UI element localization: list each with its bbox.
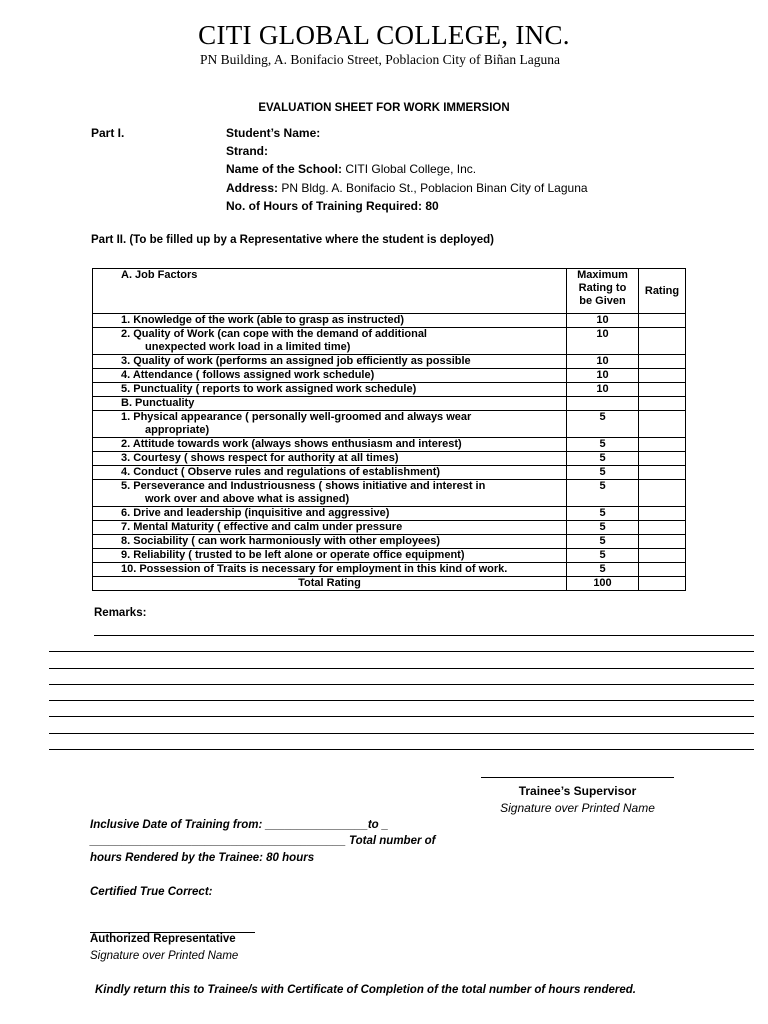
rating-cell[interactable] xyxy=(639,328,686,355)
table-row xyxy=(93,563,686,577)
supervisor-title: Trainee’s Supervisor xyxy=(518,784,637,798)
remarks-line[interactable] xyxy=(49,749,754,750)
job-factor-text: B. Punctuality xyxy=(121,397,195,409)
job-factor-cell xyxy=(93,397,567,411)
max-rating-header xyxy=(567,269,639,314)
job-factor-text: 2. Attitude towards work (always shows enthusiasm and interest) xyxy=(121,438,462,450)
max-rating-cell: 5 xyxy=(567,521,639,535)
job-factor-text: 7. Mental Maturity ( effective and calm under pressure xyxy=(121,521,403,533)
max-rating-cell: 5 xyxy=(567,563,639,577)
max-rating-cell: 5 xyxy=(567,549,639,563)
max-rating-cell: 5 xyxy=(567,411,639,438)
max-rating-cell: 10 xyxy=(567,369,639,383)
job-factor-text: 5. Perseverance and Industriousness ( shows initiative and interest in xyxy=(121,480,486,492)
job-factor-text: 5. Punctuality ( reports to work assigned work schedule) xyxy=(121,383,417,395)
table-row xyxy=(93,480,686,507)
job-factor-continuation: work over and above what is assigned) xyxy=(145,493,350,505)
table-row xyxy=(93,328,686,355)
part2-label: Part II. (To be filled up by a Representative where the student is deployed) xyxy=(91,234,495,246)
table-row xyxy=(93,521,686,535)
table-row xyxy=(93,314,686,328)
college-name: CITI GLOBAL COLLEGE, INC. xyxy=(198,20,570,50)
school-value: CITI Global College, Inc. xyxy=(345,162,477,176)
job-factor-text: 10. Possession of Traits is necessary for employment in this kind of work. xyxy=(121,563,508,575)
rating-cell[interactable] xyxy=(639,438,686,452)
job-factors-header: A. Job Factors xyxy=(93,269,567,314)
table-row xyxy=(93,411,686,438)
college-address: PN Building, A. Bonifacio Street, Poblacion City of Biñan Laguna xyxy=(200,52,560,67)
table-row xyxy=(93,438,686,452)
job-factor-cell xyxy=(93,383,567,397)
remarks-line[interactable] xyxy=(49,668,754,669)
job-factor-cell xyxy=(93,328,567,355)
school-label: Name of the School: xyxy=(226,162,343,176)
evaluation-table xyxy=(92,268,686,591)
job-factor-cell xyxy=(93,549,567,563)
training-dates: Inclusive Date of Training from: ________________to _ xyxy=(90,819,389,831)
job-factor-cell xyxy=(93,507,567,521)
supervisor-subtitle: Signature over Printed Name xyxy=(500,801,655,815)
job-factor-text: 8. Sociability ( can work harmoniously with other employees) xyxy=(121,535,441,547)
job-factor-continuation: appropriate) xyxy=(145,424,210,436)
rating-cell[interactable] xyxy=(639,369,686,383)
table-row xyxy=(93,466,686,480)
sheet-title: EVALUATION SHEET FOR WORK IMMERSION xyxy=(258,102,510,114)
rating-cell[interactable] xyxy=(639,314,686,328)
max-rating-cell: 5 xyxy=(567,535,639,549)
max-rating-cell xyxy=(567,397,639,411)
table-row xyxy=(93,535,686,549)
max-rating-cell: 5 xyxy=(567,452,639,466)
max-rating-cell: 10 xyxy=(567,355,639,369)
table-row xyxy=(93,369,686,383)
remarks-line[interactable] xyxy=(94,635,754,636)
max-rating-cell: 5 xyxy=(567,438,639,452)
table-row xyxy=(93,355,686,369)
rating-cell[interactable] xyxy=(639,466,686,480)
max-rating-cell: 10 xyxy=(567,314,639,328)
representative-title: Authorized Representative xyxy=(90,933,236,945)
total-label: Total Rating xyxy=(93,577,567,591)
address-value: PN Bldg. A. Bonifacio St., Poblacion Binan City of Laguna xyxy=(281,181,588,195)
max-rating-cell: 5 xyxy=(567,507,639,521)
job-factor-cell xyxy=(93,466,567,480)
max-rating-header-line1: Maximum xyxy=(577,269,628,281)
table-row xyxy=(93,452,686,466)
table-body xyxy=(93,314,686,577)
max-rating-cell: 10 xyxy=(567,383,639,397)
rating-header: Rating xyxy=(639,269,686,314)
job-factor-cell xyxy=(93,438,567,452)
total-rating-cell[interactable] xyxy=(639,577,686,591)
remarks-line[interactable] xyxy=(49,716,754,717)
rating-cell[interactable] xyxy=(639,452,686,466)
job-factor-text: 1. Knowledge of the work (able to grasp as instructed) xyxy=(121,314,404,326)
job-factor-continuation: unexpected work load in a limited time) xyxy=(145,341,351,353)
remarks-line[interactable] xyxy=(49,651,754,652)
max-rating-cell: 10 xyxy=(567,328,639,355)
rating-cell[interactable] xyxy=(639,507,686,521)
job-factor-text: 4. Conduct ( Observe rules and regulations of establishment) xyxy=(121,466,441,478)
training-total-line: ________________________________________ Total number of xyxy=(90,835,436,847)
footer-note: Kindly return this to Trainee/s with Certificate of Completion of the total number of hours rendered. xyxy=(95,984,636,996)
training-hours-rendered: hours Rendered by the Trainee: 80 hours xyxy=(90,852,315,864)
student-name-label: Student’s Name: xyxy=(226,126,321,140)
rating-cell[interactable] xyxy=(639,480,686,507)
representative-subtitle: Signature over Printed Name xyxy=(90,950,239,962)
job-factor-cell xyxy=(93,480,567,507)
school-row xyxy=(226,162,476,176)
max-rating-cell: 5 xyxy=(567,466,639,480)
job-factor-cell xyxy=(93,369,567,383)
total-value: 100 xyxy=(567,577,639,591)
job-factor-text: 4. Attendance ( follows assigned work schedule) xyxy=(121,369,375,381)
job-factor-cell xyxy=(93,535,567,549)
job-factor-text: 2. Quality of Work (can cope with the demand of additional xyxy=(121,328,427,340)
rating-cell[interactable] xyxy=(639,383,686,397)
job-factor-cell xyxy=(93,452,567,466)
rating-cell[interactable] xyxy=(639,563,686,577)
part1-label: Part I. xyxy=(91,126,125,140)
max-rating-header-line2: Rating to xyxy=(578,282,627,294)
supervisor-signature-line[interactable] xyxy=(481,777,674,778)
job-factor-cell xyxy=(93,411,567,438)
rating-cell[interactable] xyxy=(639,549,686,563)
certified-label: Certified True Correct: xyxy=(90,886,213,898)
hours-required: No. of Hours of Training Required: 80 xyxy=(226,199,439,213)
job-factor-text: 3. Quality of work (performs an assigned job efficiently as possible xyxy=(121,355,471,367)
table-row xyxy=(93,549,686,563)
rating-cell[interactable] xyxy=(639,521,686,535)
remarks-line[interactable] xyxy=(49,684,754,685)
job-factor-text: 3. Courtesy ( shows respect for authority at all times) xyxy=(121,452,399,464)
address-label: Address: xyxy=(226,181,279,195)
rating-cell[interactable] xyxy=(639,355,686,369)
job-factor-cell xyxy=(93,355,567,369)
total-row xyxy=(93,577,686,591)
job-factor-cell xyxy=(93,314,567,328)
remarks-label: Remarks: xyxy=(94,607,147,619)
strand-label: Strand: xyxy=(226,144,268,158)
table-row xyxy=(93,383,686,397)
address-row xyxy=(226,181,588,195)
job-factor-text: 9. Reliability ( trusted to be left alone or operate office equipment) xyxy=(121,549,465,561)
remarks-line[interactable] xyxy=(49,700,754,701)
job-factor-cell xyxy=(93,563,567,577)
rating-cell[interactable] xyxy=(639,535,686,549)
rating-cell[interactable] xyxy=(639,411,686,438)
rating-cell[interactable] xyxy=(639,397,686,411)
table-row xyxy=(93,397,686,411)
max-rating-header-line3: be Given xyxy=(579,295,626,307)
job-factor-text: 6. Drive and leadership (inquisitive and aggressive) xyxy=(121,507,390,519)
max-rating-cell: 5 xyxy=(567,480,639,507)
job-factor-text: 1. Physical appearance ( personally well-groomed and always wear xyxy=(121,411,472,423)
table-header-row xyxy=(93,269,686,314)
table-row xyxy=(93,507,686,521)
remarks-line[interactable] xyxy=(49,733,754,734)
job-factor-cell xyxy=(93,521,567,535)
